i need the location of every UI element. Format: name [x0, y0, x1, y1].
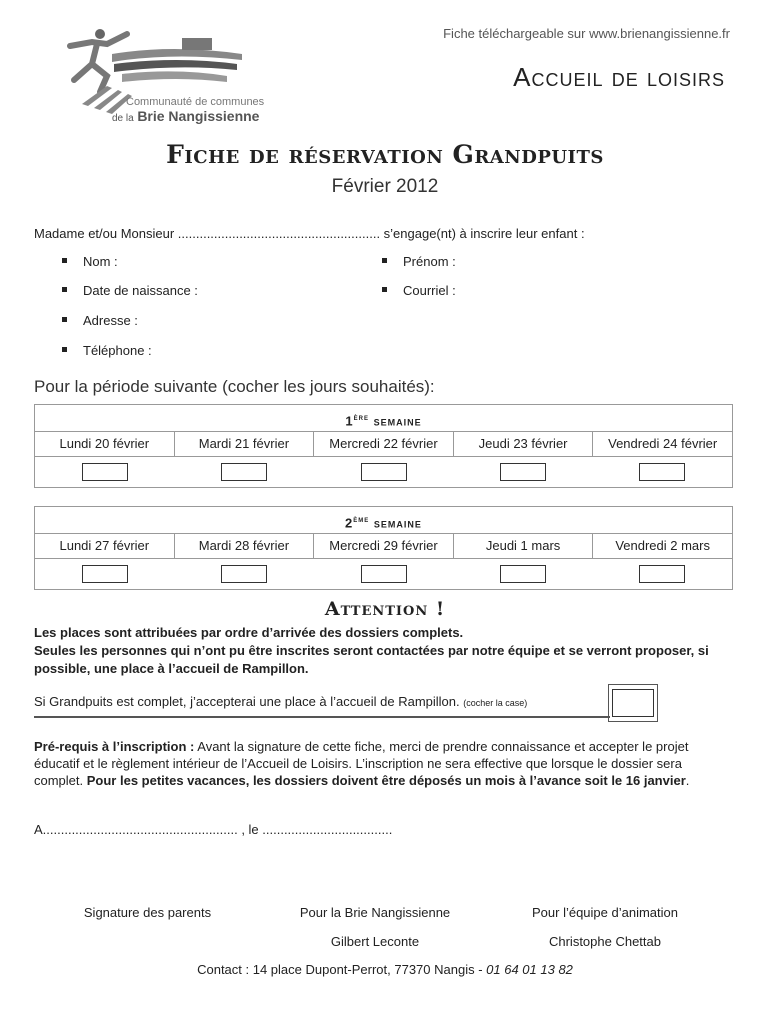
logo-prefix: de la [112, 113, 134, 124]
field-nom-label: Nom : [83, 254, 118, 269]
place-date-line: A...................................................... , le .................................... [34, 822, 393, 837]
field-telephone[interactable] [62, 343, 152, 358]
page-date: Février 2012 [331, 176, 439, 197]
rampillon-box-frame [608, 684, 658, 722]
week2-day-checkbox[interactable] [361, 565, 407, 583]
intro-line: Madame et/ou Monsieur ........................................................ s’engage(nt) à inscrire leur enfant : [34, 226, 585, 241]
subtitle: Accueil de loisirs [513, 62, 725, 92]
week1-day-checkbox[interactable] [82, 463, 128, 481]
field-naissance[interactable] [62, 283, 198, 298]
week1-day-checkbox[interactable] [221, 463, 267, 481]
logo-line1: Communauté de communes [126, 96, 265, 108]
week1-table [34, 404, 733, 488]
attention-line1: Les places sont attribuées par ordre d’arrivée des dossiers complets. [34, 625, 464, 640]
prereq-text: Avant la signature de cette fiche, merci de prendre connaissance et accepter le projet éducatif et le règlement intérieur de l’Accueil de Loisirs. L’inscription ne sera effective que lorsque le dossier sera complet. [34, 739, 689, 788]
week1-header [35, 405, 732, 432]
attention-line2: Seules les personnes qui n’ont pu être inscrites seront contactées par notre équipe et se verront proposer, si possible, une place à l’accueil de Rampillon. [34, 643, 709, 676]
logo-brand: Brie Nangissienne [137, 108, 260, 124]
sig-name-brie: Gilbert Leconte [330, 934, 420, 949]
week2-day: Vendredi 2 mars [615, 538, 710, 553]
contact-phone: 01 64 01 13 82 [486, 962, 573, 977]
week1-day-checkbox[interactable] [639, 463, 685, 481]
bullet-icon [62, 258, 67, 263]
week2-sup: ème [353, 515, 370, 524]
contact-line [0, 962, 770, 977]
week2-day-checkbox[interactable] [500, 565, 546, 583]
prereq-label: Pré-requis à l’inscription : [34, 739, 195, 754]
field-nom[interactable] [62, 254, 118, 269]
rampillon-option [34, 694, 527, 709]
week1-day: Lundi 20 février [35, 432, 175, 456]
rampillon-checkbox[interactable] [612, 689, 654, 717]
week1-num: 1 [345, 413, 354, 429]
page-title: Fiche de réservation Grandpuits [166, 140, 604, 169]
week1-day: Mercredi 22 février [314, 432, 454, 456]
sig-name-equipe: Christophe Chettab [548, 934, 661, 949]
attention-title: Attention ! [324, 598, 446, 620]
week2-day-checkbox[interactable] [221, 565, 267, 583]
period-label: Pour la période suivante (cocher les jours souhaités): [34, 377, 435, 396]
week2-num: 2 [345, 515, 354, 531]
sig-parents: Signature des parents [83, 905, 212, 920]
week2-header [35, 507, 732, 534]
field-adresse-label: Adresse : [83, 313, 138, 328]
field-prenom[interactable] [382, 254, 456, 269]
sig-brie: Pour la Brie Nangissienne [299, 905, 451, 920]
prereq-paragraph [34, 738, 734, 789]
field-naissance-label: Date de naissance : [83, 283, 198, 298]
week2-day-checkbox[interactable] [639, 565, 685, 583]
prereq-deadline: un mois à l’avance soit le 16 janvier [465, 773, 686, 788]
sig-equipe: Pour l’équipe d’animation [532, 905, 678, 920]
week1-day: Jeudi 23 février [454, 432, 594, 456]
bullet-icon [382, 287, 387, 292]
prereq-bold1: Pour les petites vacances, les dossiers doivent être déposés [86, 773, 466, 788]
week2-label: semaine [373, 515, 422, 531]
bullet-icon [382, 258, 387, 263]
prereq-end: . [685, 773, 690, 788]
bullet-icon [62, 287, 67, 292]
week1-day-checkbox[interactable] [361, 463, 407, 481]
divider [34, 716, 610, 718]
bullet-icon [62, 317, 67, 322]
week1-day-checkbox[interactable] [500, 463, 546, 481]
field-telephone-label: Téléphone : [83, 343, 152, 358]
week1-day: Vendredi 24 février [608, 436, 718, 451]
attention-text [34, 624, 734, 678]
week2-day: Mardi 28 février [175, 534, 315, 558]
field-adresse[interactable] [62, 313, 138, 328]
contact-address: Contact : 14 place Dupont-Perrot, 77370 Nangis - [197, 962, 487, 977]
field-courriel-label: Courriel : [403, 283, 456, 298]
week1-sup: ère [353, 413, 369, 422]
download-note: Fiche téléchargeable sur www.brienangissienne.fr [443, 26, 730, 41]
week2-day: Lundi 27 février [35, 534, 175, 558]
bullet-icon [62, 347, 67, 352]
field-prenom-label: Prénom : [403, 254, 456, 269]
rampillon-note: (cocher la case) [463, 698, 528, 708]
field-courriel[interactable] [382, 283, 456, 298]
rampillon-text: Si Grandpuits est complet, j’accepterai une place à l’accueil de Rampillon. [34, 694, 460, 709]
logo-name [112, 108, 259, 124]
week1-label: semaine [373, 413, 422, 429]
week2-day: Mercredi 29 février [314, 534, 454, 558]
week1-day: Mardi 21 février [175, 432, 315, 456]
week2-day: Jeudi 1 mars [454, 534, 594, 558]
week2-table [34, 506, 733, 590]
week2-day-checkbox[interactable] [82, 565, 128, 583]
